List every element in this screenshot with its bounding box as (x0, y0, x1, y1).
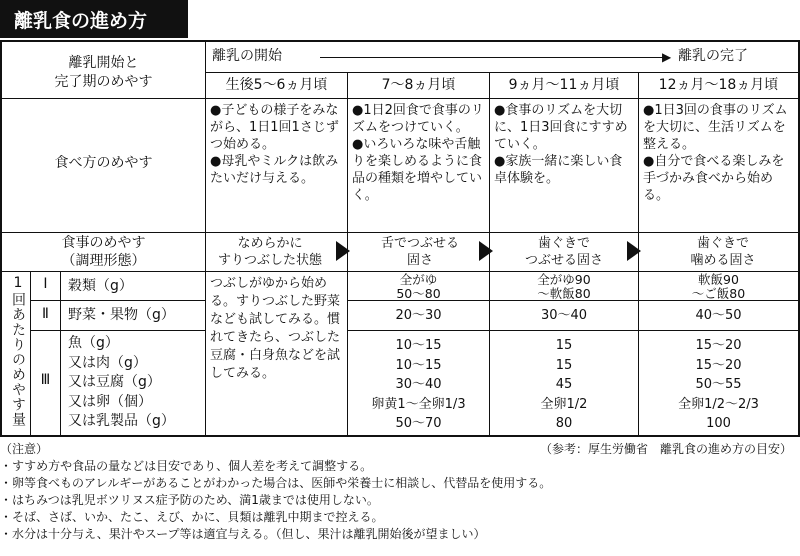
list-item: ●子どもの様子をみながら、1日1回1さじずつ始める。 (210, 103, 339, 152)
note-item: ・そば、さば、いか、たこ、えび、かに、貝類は離乳中期まで控える。 (0, 510, 384, 524)
start-label: 離乳の開始 (212, 48, 282, 64)
group-numeral: Ⅲ (40, 372, 51, 388)
amount-value: 100 (706, 416, 731, 431)
amount-value: 10〜15 (395, 357, 442, 373)
list-item: ●1日3回の食事のリズムを大切に、生活リズムを整える。 (643, 103, 788, 152)
cooking-form-label: 食事のめやす （調理形態） (61, 235, 146, 269)
amount-value: 15 (555, 338, 573, 353)
stage-arrow-icon (627, 241, 641, 261)
weaning-table (0, 40, 800, 437)
amount-column (639, 336, 798, 434)
list-item: ●家族一緒に楽しい食卓体験を。 (494, 154, 623, 186)
amount-value: 15 (555, 357, 573, 373)
amount-value: 全卵1/2〜2/3 (678, 396, 759, 412)
stage-header: 7〜8ヵ月頃 (381, 77, 456, 93)
eating-guide-cell (643, 102, 795, 230)
amount-value: 20〜30 (395, 308, 442, 323)
amount-value: 30〜40 (540, 308, 588, 323)
amount-value: 全がゆ 50〜80 (396, 273, 441, 300)
amount-value: 10〜15 (395, 338, 442, 353)
eating-guide-cell (352, 102, 486, 230)
cooking-form-cell: なめらかに すりつぶした状態 (217, 236, 322, 268)
notes-heading: （注意） (0, 442, 49, 456)
food-item-list (68, 334, 204, 434)
amount-value: 80 (555, 416, 573, 431)
list-item: ●いろいろな味や舌触りを楽しめるように食品の種類を増やしていく。 (352, 137, 483, 203)
list-item: ●1日2回食で食事のリズムをつけていく。 (352, 103, 484, 135)
amount-value: 全卵1/2 (540, 396, 588, 412)
notes-section (0, 441, 800, 543)
stage1-note: つぶしがゆから始める。すりつぶした野菜なども試してみる。慣れてきたら、つぶした豆腐・白身魚などを試してみる。 (210, 276, 341, 381)
list-item: ●自分で食べる楽しみを手づかみ食べから始める。 (643, 154, 785, 203)
amount-value: 15〜20 (695, 338, 742, 353)
amount-value: 卵黄1〜全卵1/3 (371, 396, 466, 412)
list-item: ●母乳やミルクは飲みたいだけ与える。 (210, 154, 339, 186)
cooking-form-cell: 歯ぐきで つぶせる固さ (524, 236, 603, 268)
cooking-form-cell: 歯ぐきで 噛める固さ (690, 236, 756, 268)
per-meal-side-label: 1回あたりのめやす量 (10, 275, 26, 427)
amount-value: 40〜50 (695, 308, 742, 323)
food-item: 穀類（g） (68, 278, 133, 294)
cooking-form-cell: 舌でつぶせる 固さ (380, 236, 459, 268)
note-item: ・すすめ方や食品の量などは目安であり、個人差を考えて調整する。 (0, 459, 373, 473)
amount-value: 15〜20 (695, 357, 742, 373)
amount-value: 50〜70 (395, 416, 442, 431)
note-item: ・はちみつは乳児ボツリヌス症予防のため、満1歳までは使用しない。 (0, 493, 379, 507)
header-corner-label: 離乳開始と 完了期のめやす (54, 55, 153, 90)
food-item: 魚（g） (68, 335, 119, 351)
amount-value: 全がゆ90 〜軟飯80 (537, 273, 591, 300)
food-item: 又は卵（個） (68, 393, 152, 410)
amount-value: 50〜55 (695, 377, 742, 392)
note-item: ・卵等食べものアレルギーがあることがわかった場合は、医師や栄養士に相談し、代替品を使用する。 (0, 476, 552, 490)
food-item: 又は肉（g） (68, 354, 147, 371)
group-numeral: Ⅰ (43, 276, 48, 292)
amount-value: 軟飯90 〜ご飯80 (691, 273, 746, 300)
stage-arrow-icon (479, 241, 493, 261)
note-item: ・水分は十分与え、果汁やスープ等は適宜与える。（但し、果汁は離乳開始後が望ましい） (0, 527, 486, 541)
reference-source: （参考：厚生労働省 離乳食の進め方の目安） (539, 442, 792, 456)
amount-column (348, 336, 489, 434)
amount-value: 45 (555, 377, 573, 392)
list-item: ●食事のリズムを大切に、1日3回食にすすめていく。 (494, 103, 628, 152)
amount-value: 30〜40 (395, 377, 442, 392)
stage-arrow-icon (336, 241, 350, 261)
food-item: 野菜・果物（g） (68, 307, 175, 323)
stage-header: 9ヵ月〜11ヵ月頃 (508, 77, 620, 93)
end-label: 離乳の完了 (678, 48, 748, 64)
group-numeral: Ⅱ (42, 306, 49, 322)
stage-header: 12ヵ月〜18ヵ月頃 (658, 77, 779, 93)
food-item: 又は豆腐（g） (68, 374, 161, 390)
arrow-right-icon: ▶ (662, 50, 672, 64)
page-title: 離乳食の進め方 (0, 0, 188, 38)
eating-guide-cell (494, 102, 635, 230)
stage-header: 生後5〜6ヵ月頃 (225, 77, 328, 93)
eating-guide-label: 食べ方のめやす (54, 155, 153, 171)
eating-guide-cell (210, 102, 344, 230)
food-item: 又は乳製品（g） (68, 413, 175, 429)
amount-column (490, 336, 638, 434)
